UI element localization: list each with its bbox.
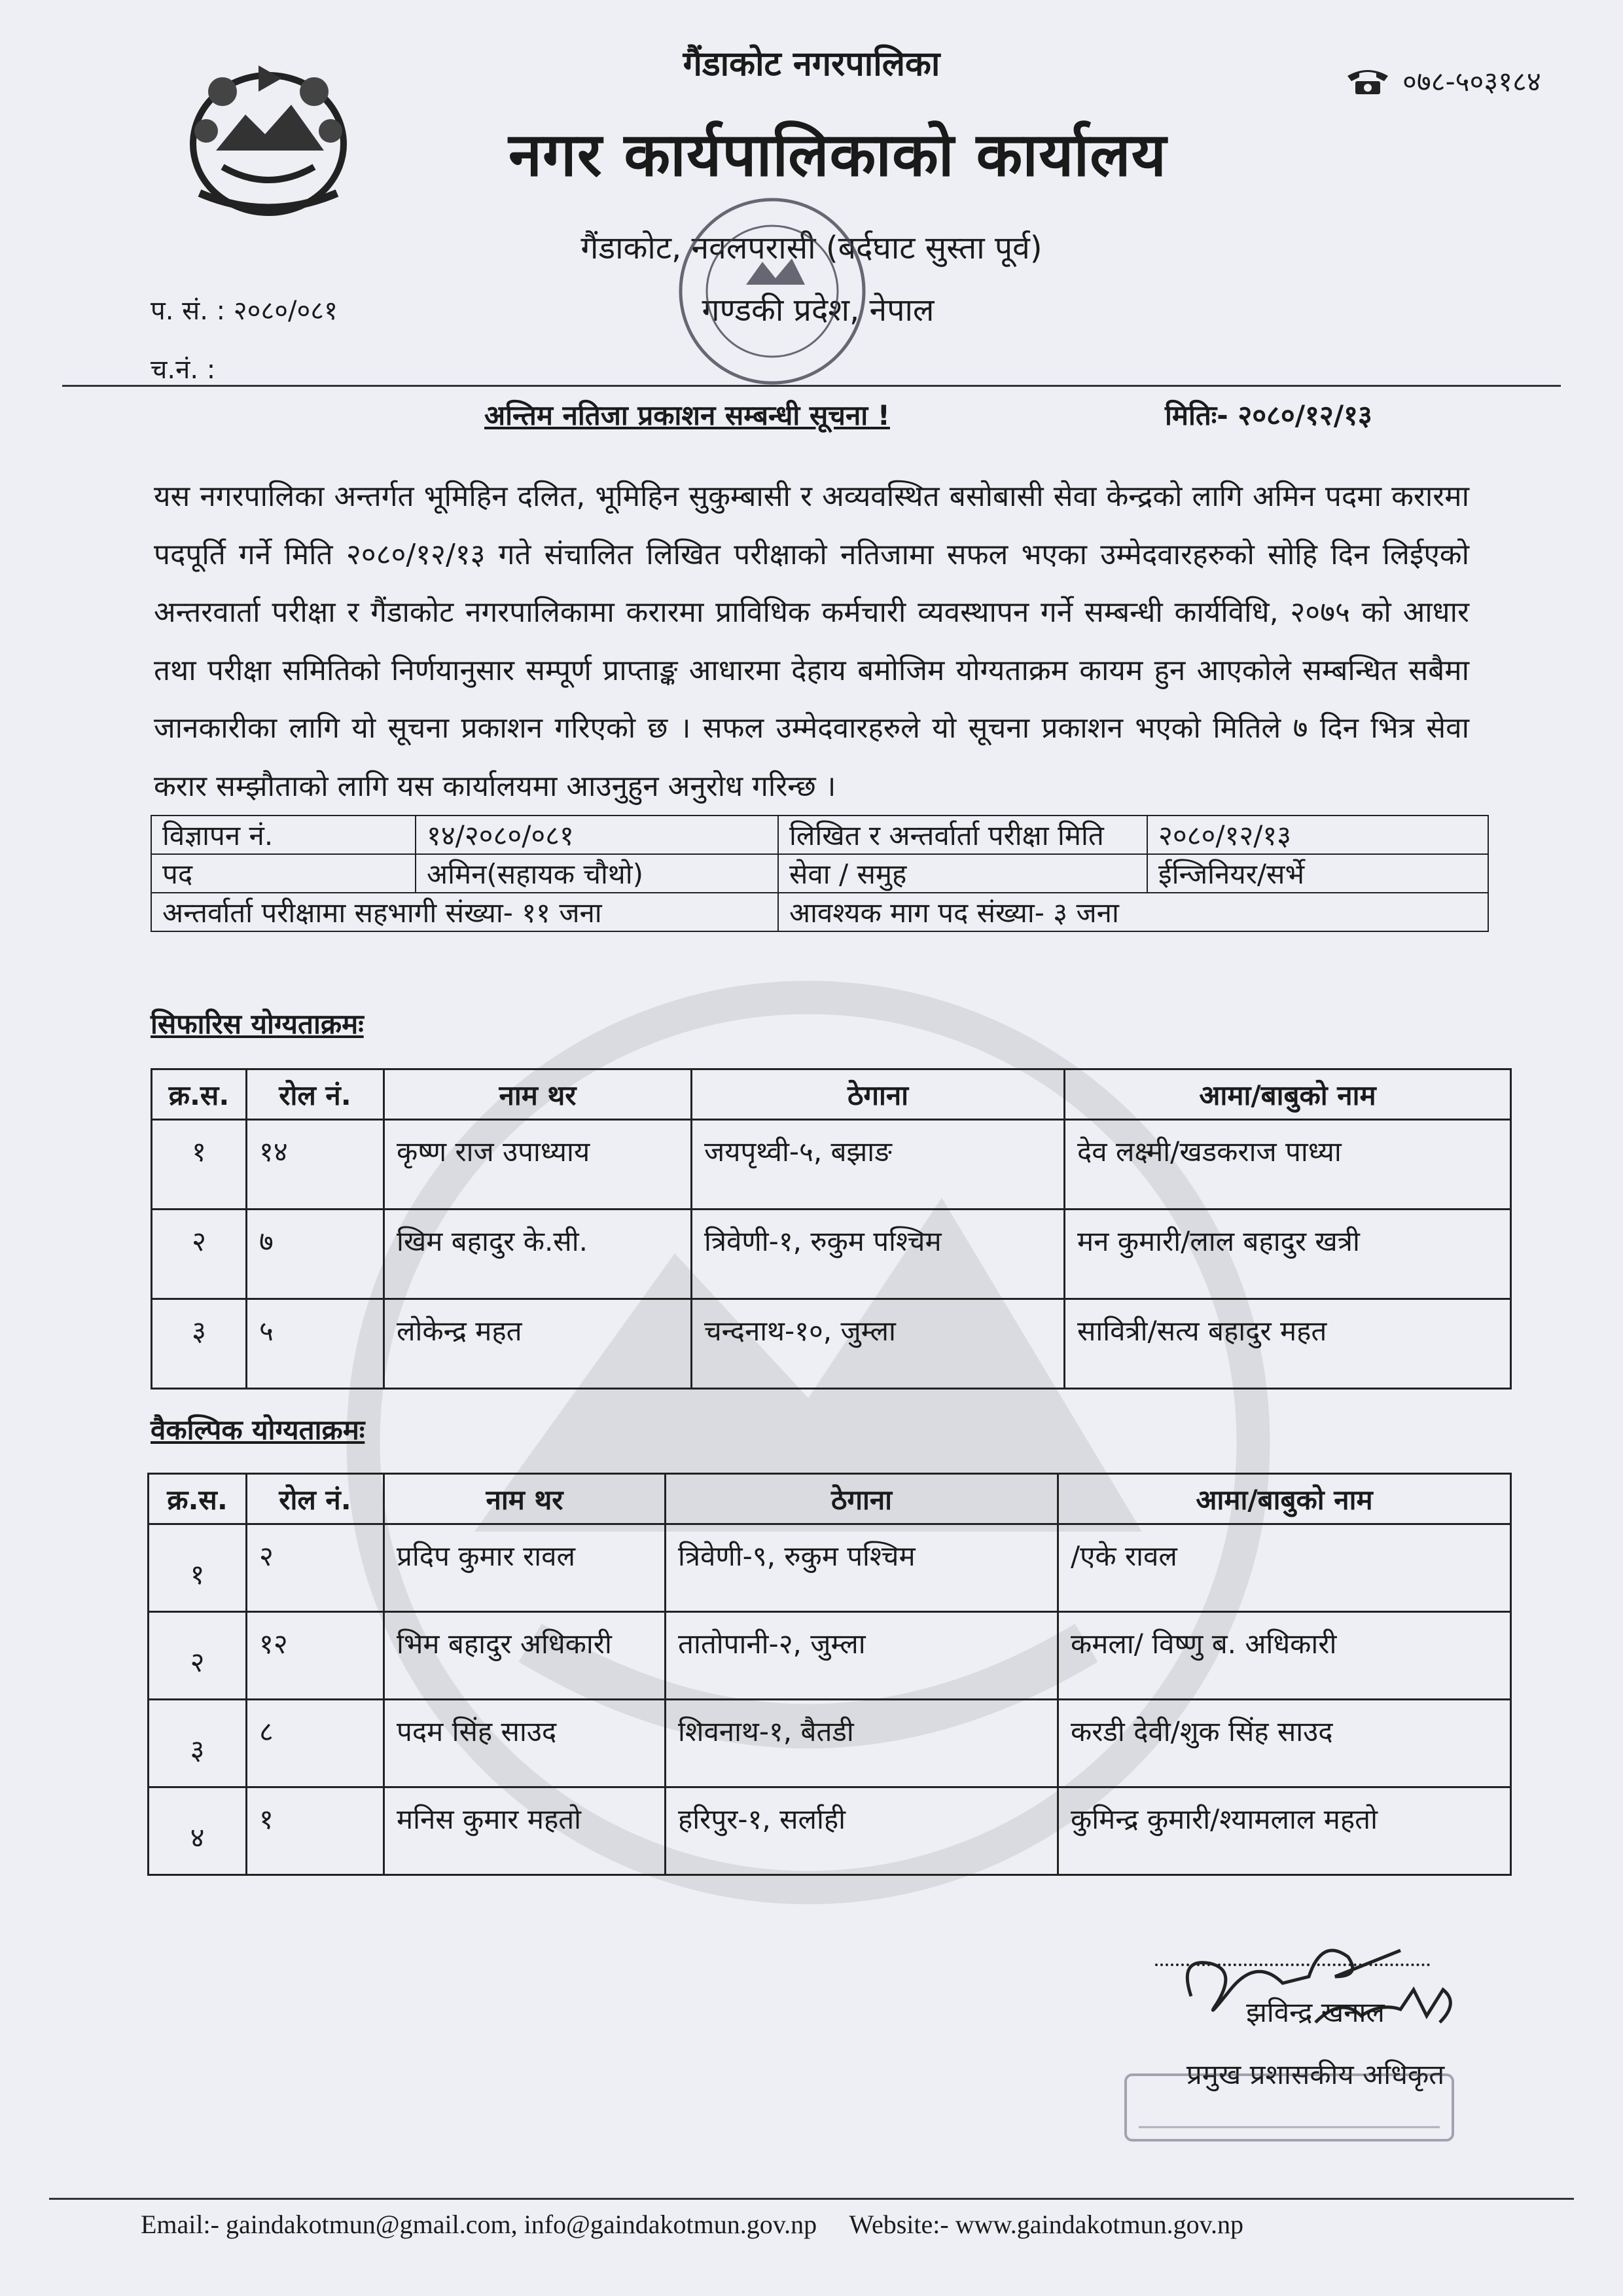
office-name: नगर कार्यपालिकाको कार्यालय [508,120,1168,190]
footer-email: Email:- gaindakotmun@gmail.com, info@gaindakotmun.gov.np [141,2210,817,2239]
service-value: ईन्जिनियर/सर्भे [1147,854,1488,893]
exam-date-value: २०८०/१२/१३ [1147,816,1488,854]
table-row [152,1120,1511,1210]
address-cell: चन्दनाथ-१०, जुम्ला [692,1299,1065,1389]
address-line1: गैंडाकोट, नवलपरासी (बर्दघाट सुस्ता पूर्व) [580,230,1043,266]
column-header: रोल नं. [247,1474,384,1524]
office-stamp [648,187,890,396]
footer [141,2209,1270,2240]
roll-cell: ८ [247,1700,384,1787]
table-row [149,1700,1511,1787]
notice-title: अन्तिम नतिजा प्रकाशन सम्बन्धी सूचना ! [484,399,890,431]
column-header: ठेगाना [666,1474,1058,1524]
nepal-emblem-logo [160,52,376,223]
ad-no-label: विज्ञापन नं. [151,816,416,854]
table-row [149,1524,1511,1612]
header-divider [62,385,1561,387]
serial-cell: १ [149,1524,247,1612]
address-cell: शिवनाथ-१, बैतडी [666,1700,1058,1787]
signature-line [1155,1964,1430,1966]
recommended-table [151,1068,1512,1390]
vacancy-info-table [151,815,1489,932]
municipality-name: गैंडाकोट नगरपालिका [683,45,940,84]
address-line2: गण्डकी प्रदेश, नेपाल [702,292,935,329]
recommended-heading: सिफारिस योग्यताक्रमः [151,1008,364,1040]
parents-cell: करडी देवी/शुक सिंह साउद [1058,1700,1511,1787]
phone-text: ०७८-५०३१८४ [1402,65,1541,98]
serial-cell: ३ [149,1700,247,1787]
notice-date: मितिः- २०८०/१२/१३ [1165,399,1372,431]
name-cell: खिम बहादुर के.सी. [384,1210,692,1299]
parents-cell: कमला/ विष्णु ब. अधिकारी [1058,1612,1511,1700]
table-row [149,1612,1511,1700]
notice-body: यस नगरपालिका अन्तर्गत भूमिहिन दलित, भूमिहिन सुकुम्बासी र अव्यवस्थित बसोबासी सेवा केन्द्रको लागि अमिन पदमा करारमा पदपूर्ति गर्ने मिति २०८०/१२/१३ गते संचालित लिखित परीक्षाको नतिजामा सफल भएका उम्मेदवारहरुको सोहि दिन लिईएको अन्तरवार्ता परीक्षा र गैंडाकोट नगरपालिकामा करारमा प्राविधिक कर्मचारी व्यवस्थापन गर्ने सम्बन्धी कार्यविधि, २०७५ को आधार तथा परीक्षा समितिको निर्णयानुसार सम्पूर्ण प्राप्ताङ्क आधारमा देहाय बमोजिम योग्यताक्रम कायम हुन आएकोले सम्बन्धित सबैमा जानकारीका लागि यो सूचना प्रकाशन गरिएको छ । सफल उम्मेदवारहरुले यो सूचना प्रकाशन भएको मितिले ७ दिन भित्र सेवा करार सम्झौताको लागि यस कार्यालयमा आउनुहुन अनुरोध गरिन्छ । [154,480,1469,803]
name-cell: लोकेन्द्र महत [384,1299,692,1389]
participants-count: अन्तर्वार्ता परीक्षामा सहभागी संख्या- ११ जना [151,893,778,931]
info-row [151,893,1488,931]
service-label: सेवा / समुह [778,854,1147,893]
chalani-number: च.नं. : [151,355,216,385]
serial-cell: १ [152,1120,247,1210]
designation-stamp [1119,2068,1459,2147]
address-cell: तातोपानी-२, जुम्ला [666,1612,1058,1700]
parents-cell: /एके रावल [1058,1524,1511,1612]
signer-title: प्रमुख प्रशासकीय अधिकृत [1186,2058,1445,2090]
info-row [151,816,1488,854]
column-header: आमा/बाबुको नाम [1058,1474,1511,1524]
parents-cell: देव लक्ष्मी/खडकराज पाध्या [1065,1120,1511,1210]
roll-cell: १४ [247,1120,384,1210]
name-cell: मनिस कुमार महतो [384,1787,666,1875]
exam-date-label: लिखित र अन्तर्वार्ता परीक्षा मिति [778,816,1147,854]
address-cell: जयपृथ्वी-५, बझाङ [692,1120,1065,1210]
table-row [152,1299,1511,1389]
parents-cell: मन कुमारी/लाल बहादुर खत्री [1065,1210,1511,1299]
roll-cell: ५ [247,1299,384,1389]
footer-website: Website:- www.gaindakotmun.gov.np [849,2210,1244,2239]
column-header: आमा/बाबुको नाम [1065,1069,1511,1120]
name-cell: कृष्ण राज उपाध्याय [384,1120,692,1210]
name-cell: भिम बहादुर अधिकारी [384,1612,666,1700]
post-label: पद [151,854,416,893]
roll-cell: २ [247,1524,384,1612]
parents-cell: कुमिन्द्र कुमारी/श्यामलाल महतो [1058,1787,1511,1875]
column-header: क्र.स. [152,1069,247,1120]
alternate-heading: वैकल्पिक योग्यताक्रमः [151,1414,365,1446]
address-cell: त्रिवेणी-९, रुकुम पश्चिम [666,1524,1058,1612]
roll-cell: १२ [247,1612,384,1700]
column-header: ठेगाना [692,1069,1065,1120]
required-posts: आवश्यक माग पद संख्या- ३ जना [778,893,1488,931]
reference-number: प. सं. : २०८०/०८१ [151,296,338,326]
serial-cell: ४ [149,1787,247,1875]
phone-number [1345,62,1541,99]
roll-cell: १ [247,1787,384,1875]
serial-cell: २ [149,1612,247,1700]
column-header: रोल नं. [247,1069,384,1120]
column-header: क्र.स. [149,1474,247,1524]
name-cell: प्रदिप कुमार रावल [384,1524,666,1612]
name-cell: पदम सिंह साउद [384,1700,666,1787]
parents-cell: सावित्री/सत्य बहादुर महत [1065,1299,1511,1389]
footer-divider [49,2198,1574,2200]
serial-cell: ३ [152,1299,247,1389]
address-cell: हरिपुर-१, सर्लाही [666,1787,1058,1875]
address-cell: त्रिवेणी-१, रुकुम पश्चिम [692,1210,1065,1299]
signer-name: झविन्द्र खनाल [1246,1996,1385,2028]
post-value: अमिन(सहायक चौथो) [416,854,778,893]
table-header-row [149,1474,1511,1524]
table-row [149,1787,1511,1875]
ad-no-value: १४/२०८०/०८१ [416,816,778,854]
column-header: नाम थर [384,1069,692,1120]
info-row [151,854,1488,893]
telephone-icon [1345,67,1391,96]
table-header-row [152,1069,1511,1120]
alternate-table [147,1473,1512,1876]
column-header: नाम थर [384,1474,666,1524]
table-row [152,1210,1511,1299]
roll-cell: ७ [247,1210,384,1299]
serial-cell: २ [152,1210,247,1299]
